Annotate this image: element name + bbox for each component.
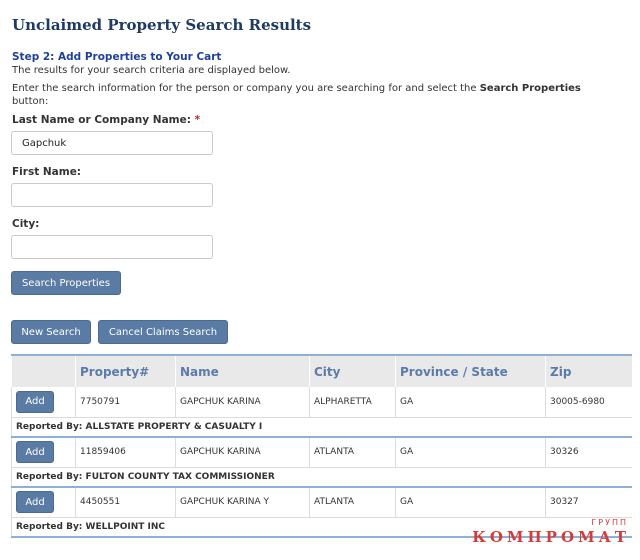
add-button[interactable]: Add bbox=[16, 491, 54, 513]
cancel-claims-search-button[interactable]: Cancel Claims Search bbox=[98, 320, 228, 344]
instruction-bold: Search Properties bbox=[479, 83, 581, 94]
city-value: ALPHARETTA bbox=[310, 387, 396, 417]
property-number: 11859406 bbox=[76, 437, 176, 467]
watermark-sup: ГРУПП bbox=[591, 518, 628, 527]
owner-name: GAPCHUK KARINA Y bbox=[176, 487, 310, 517]
table-row bbox=[12, 387, 632, 417]
table-row bbox=[12, 437, 632, 467]
page-title: Unclaimed Property Search Results bbox=[12, 16, 312, 34]
required-mark: * bbox=[194, 114, 201, 126]
column-header-zip: Zip bbox=[546, 355, 632, 387]
results-table bbox=[11, 354, 632, 538]
add-cell bbox=[12, 437, 76, 467]
step-title: Step 2: Add Properties to Your Cart bbox=[12, 51, 222, 63]
zip-value: 30327 bbox=[546, 487, 632, 517]
city-input[interactable] bbox=[11, 235, 213, 259]
add-cell bbox=[12, 387, 76, 417]
column-header-name: Name bbox=[176, 355, 310, 387]
property-number: 7750791 bbox=[76, 387, 176, 417]
state-value: GA bbox=[396, 487, 546, 517]
state-value: GA bbox=[396, 437, 546, 467]
city-value: ATLANTA bbox=[310, 487, 396, 517]
column-header-property: Property# bbox=[76, 355, 176, 387]
reported-by-prefix: Reported By: bbox=[16, 521, 83, 532]
add-button[interactable]: Add bbox=[16, 441, 54, 463]
reported-by bbox=[12, 417, 632, 437]
watermark-logo: КОМПРОМАТ bbox=[472, 528, 630, 546]
reported-by-prefix: Reported By: bbox=[16, 471, 83, 482]
first-name-label: First Name: bbox=[12, 166, 82, 178]
new-search-button[interactable]: New Search bbox=[11, 320, 91, 344]
owner-name: GAPCHUK KARINA bbox=[176, 387, 310, 417]
reported-by-value: ALLSTATE PROPERTY & CASUALTY I bbox=[85, 421, 263, 432]
owner-name: GAPCHUK KARINA bbox=[176, 437, 310, 467]
last-name-label-text: Last Name or Company Name: bbox=[12, 114, 191, 126]
reported-by-value: FULTON COUNTY TAX COMMISSIONER bbox=[85, 471, 275, 482]
search-properties-button[interactable]: Search Properties bbox=[11, 271, 121, 295]
table-header-row bbox=[12, 355, 632, 387]
instruction-post: button: bbox=[12, 96, 49, 107]
column-header-state: Province / State bbox=[396, 355, 546, 387]
add-cell bbox=[12, 487, 76, 517]
instruction-pre: Enter the search information for the person or company you are searching for and select the bbox=[12, 83, 480, 94]
reported-by-value: WELLPOINT INC bbox=[85, 521, 165, 532]
city-value: ATLANTA bbox=[310, 437, 396, 467]
instruction-text bbox=[12, 82, 612, 108]
reported-by-prefix: Reported By: bbox=[16, 421, 83, 432]
column-header-city: City bbox=[310, 355, 396, 387]
reported-by-row bbox=[12, 467, 632, 487]
results-text: The results for your search criteria are displayed below. bbox=[12, 65, 291, 76]
table-row bbox=[12, 487, 632, 517]
first-name-input[interactable] bbox=[11, 183, 213, 207]
state-value: GA bbox=[396, 387, 546, 417]
city-label: City: bbox=[12, 218, 40, 230]
last-name-input[interactable] bbox=[11, 131, 213, 155]
reported-by bbox=[12, 467, 632, 487]
last-name-label bbox=[12, 114, 200, 126]
zip-value: 30326 bbox=[546, 437, 632, 467]
property-number: 4450551 bbox=[76, 487, 176, 517]
add-button[interactable]: Add bbox=[16, 391, 54, 413]
zip-value: 30005-6980 bbox=[546, 387, 632, 417]
reported-by-row bbox=[12, 417, 632, 437]
column-header-action bbox=[12, 355, 76, 387]
